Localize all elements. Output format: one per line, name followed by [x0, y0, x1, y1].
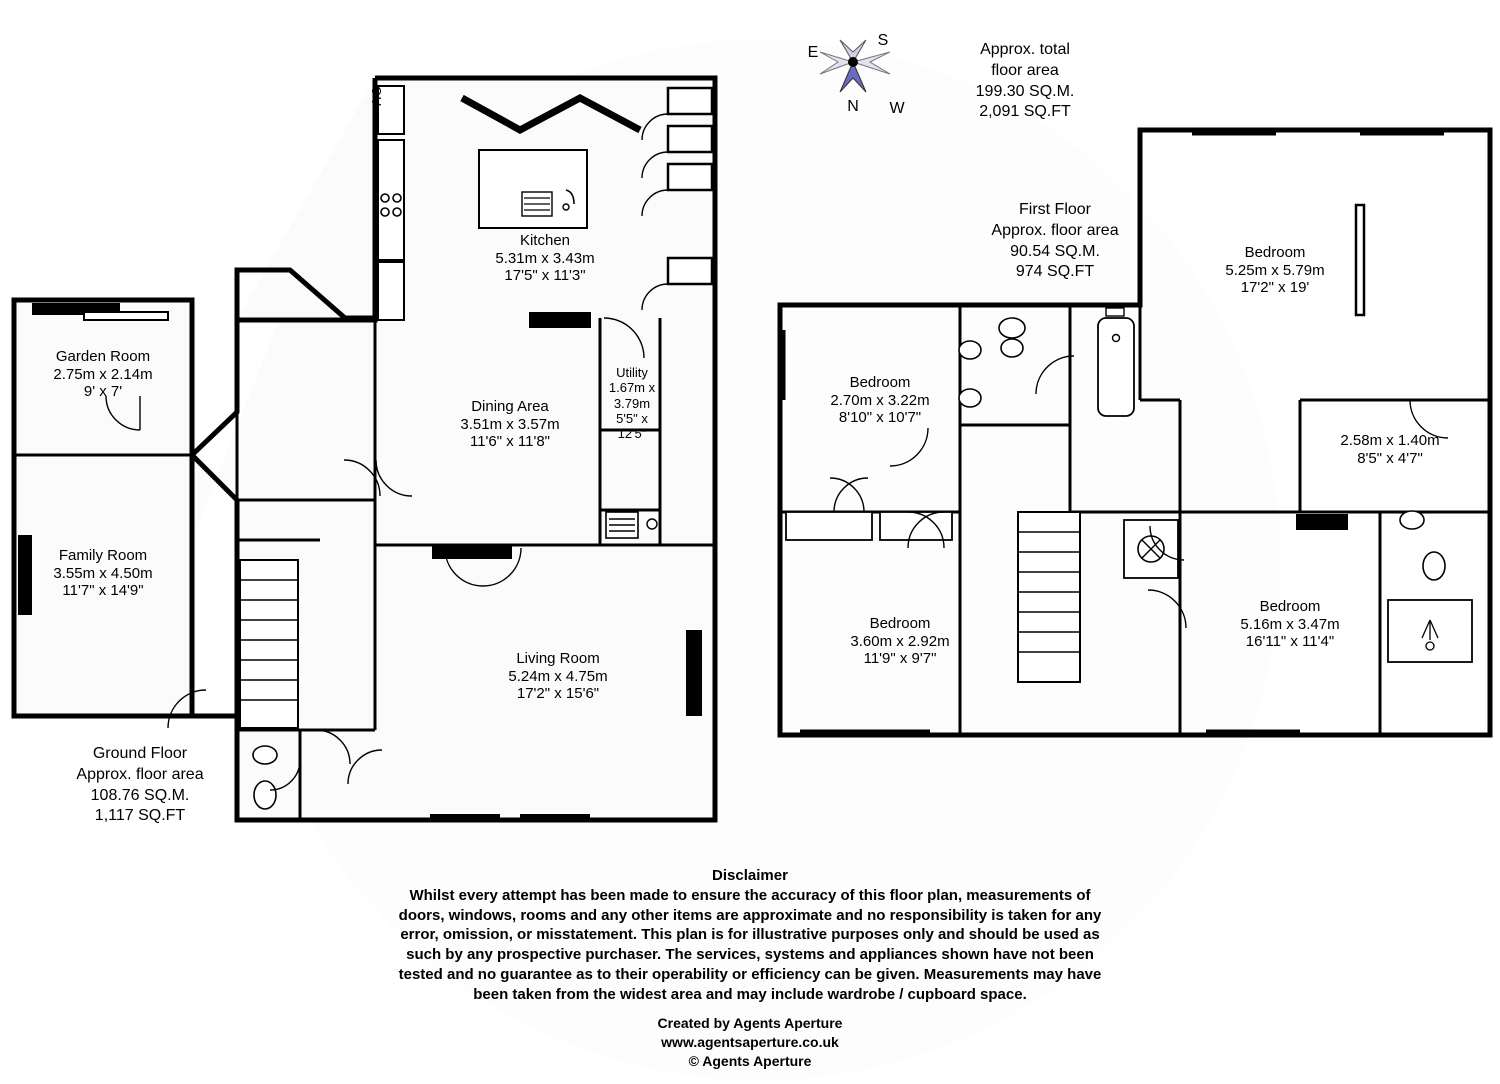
room-metric: 2.75m x 2.14m — [53, 365, 153, 383]
compass-w: W — [889, 100, 905, 117]
room-metric: 2.58m x 1.40m — [1340, 432, 1440, 449]
credit-website[interactable]: www.agentsaperture.co.uk — [661, 1033, 839, 1050]
ground-floor-line3: 108.76 SQ.M. — [90, 786, 190, 804]
room-metric: 2.70m x 3.22m — [830, 391, 930, 409]
compass-e: E — [807, 44, 819, 61]
oven-label: OV — [369, 86, 384, 107]
room-imperial: 17'5" x 11'3" — [504, 267, 586, 285]
room-imperial: 17'2" x 15'6" — [516, 685, 600, 703]
disclaimer-line-1: Whilst every attempt has been made to ensure the accuracy of this floor plan, measurements of — [409, 886, 1091, 904]
disclaimer-line-6: been taken from the widest area and may include wardrobe / cupboard space. — [473, 985, 1027, 1003]
disclaimer-line-5: tested and no guarantee as to their operability or efficiency can be given. Measurements may have — [398, 965, 1102, 983]
credit-created-by: Created by Agents Aperture — [657, 1015, 843, 1031]
credit-block — [530, 1014, 970, 1071]
room-imperial: 11'6" x 11'8" — [469, 433, 551, 451]
disclaimer-line-2: doors, windows, rooms and any other items are approximate and no responsibility is taken for any — [398, 906, 1102, 924]
disclaimer-title: Disclaimer — [712, 867, 788, 884]
room-label-bedroom-4 — [1180, 598, 1400, 651]
first-floor-line2: Approx. floor area — [991, 221, 1119, 239]
room-metric: 5.31m x 3.43m — [495, 249, 595, 267]
room-imperial-line1: 5'5" x — [616, 410, 648, 426]
room-name: Bedroom — [849, 374, 911, 391]
room-metric: 3.55m x 4.50m — [53, 564, 153, 582]
room-imperial-line2: 12'5" — [617, 426, 647, 442]
total-area-line3: 199.30 SQ.M. — [975, 82, 1075, 100]
room-label-bedroom-3 — [790, 615, 1010, 668]
room-name: Utility — [616, 365, 648, 380]
room-name: Bedroom — [869, 615, 931, 632]
room-metric: 5.16m x 3.47m — [1240, 615, 1340, 633]
room-label-ensuite — [1280, 432, 1500, 467]
ground-floor-title: Ground Floor — [92, 745, 188, 762]
room-label-utility — [602, 365, 662, 442]
first-floor-title: First Floor — [1019, 201, 1091, 218]
room-metric: 3.60m x 2.92m — [850, 632, 950, 650]
credit-copyright: © Agents Aperture — [688, 1052, 812, 1069]
room-imperial: 11'7" x 14'9" — [62, 582, 144, 600]
room-name: Bedroom — [1259, 598, 1321, 615]
room-label-dining-area — [400, 398, 620, 451]
room-name: Garden Room — [55, 348, 151, 365]
first-floor-line4: 974 SQ.FT — [1015, 263, 1095, 281]
room-imperial: 9' x 7' — [83, 383, 123, 401]
room-name: Family Room — [58, 547, 148, 564]
room-metric-line1: 1.67m x — [608, 380, 656, 396]
room-imperial: 16'11" x 11'4" — [1245, 633, 1335, 651]
room-metric-line2: 3.79m — [613, 395, 651, 411]
first-floor-line3: 90.54 SQ.M. — [1010, 242, 1100, 260]
room-label-garden-room — [8, 348, 198, 401]
room-imperial: 11'9" x 9'7" — [863, 650, 937, 668]
total-area-line4: 2,091 SQ.FT — [979, 103, 1071, 121]
total-area-line2: floor area — [991, 61, 1059, 79]
disclaimer-line-3: error, omission, or misstatement. This plan is for illustrative purposes only and should be used as — [400, 926, 1100, 944]
compass-s: S — [877, 32, 889, 49]
room-metric: 5.25m x 5.79m — [1225, 261, 1325, 279]
disclaimer-block — [330, 866, 1170, 1005]
disclaimer-line-4: such by any prospective purchaser. The services, systems and appliances shown have not been — [406, 946, 1094, 964]
total-area-block — [880, 40, 1170, 123]
first-floor-area-block — [930, 200, 1180, 283]
total-area-line1: Approx. total — [980, 41, 1070, 58]
room-label-living-room — [448, 650, 668, 703]
room-label-family-room — [8, 547, 198, 600]
solid-wall — [529, 312, 591, 328]
room-imperial: 17'2" x 19' — [1240, 279, 1310, 297]
room-label-bedroom-2 — [770, 374, 990, 427]
room-label-kitchen — [435, 232, 655, 285]
room-name: Dining Area — [471, 398, 549, 415]
ground-floor-line4: 1,117 SQ.FT — [94, 807, 186, 825]
room-name: Bedroom — [1244, 244, 1306, 261]
room-imperial: 8'10" x 10'7" — [838, 409, 922, 427]
ground-floor-line2: Approx. floor area — [76, 765, 204, 783]
compass-n: N — [847, 98, 859, 115]
room-imperial: 8'5" x 4'7" — [1357, 449, 1423, 467]
room-metric: 3.51m x 3.57m — [460, 415, 560, 433]
room-metric: 5.24m x 4.75m — [508, 667, 608, 685]
ground-floor-area-block — [15, 744, 265, 827]
room-name: Living Room — [516, 650, 600, 667]
room-label-bedroom-1 — [1165, 244, 1385, 297]
room-name: Kitchen — [519, 232, 571, 249]
